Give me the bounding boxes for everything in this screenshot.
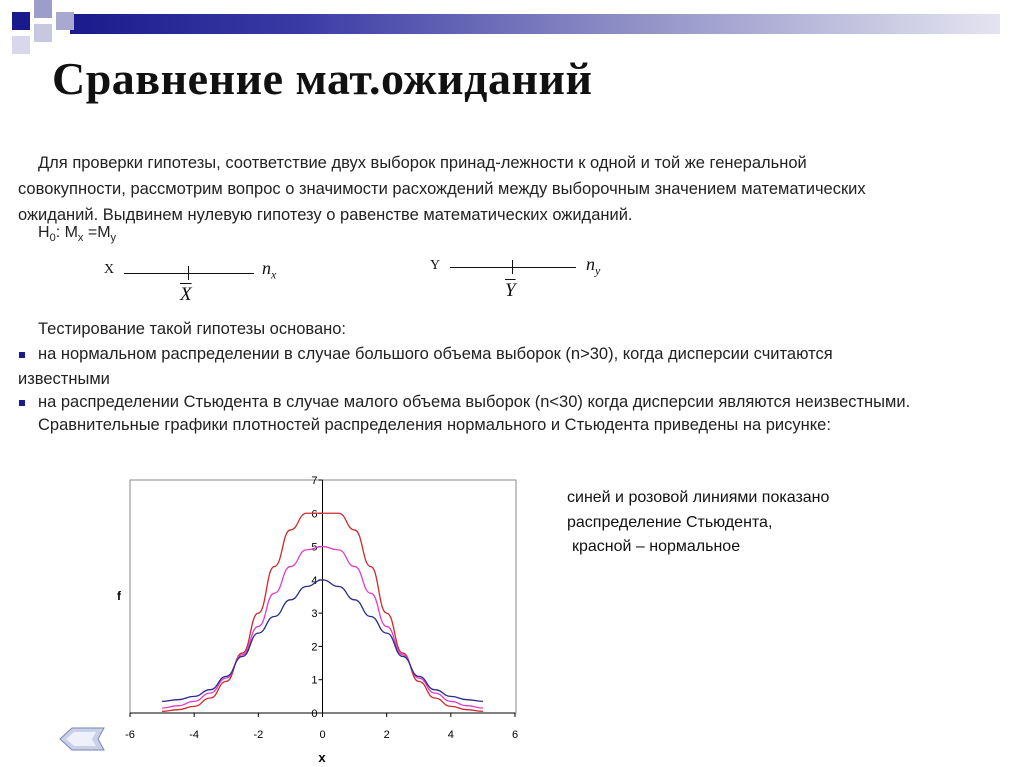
y-tick-label: 0: [311, 708, 318, 720]
testing-intro: Тестирование такой гипотезы основано:: [38, 320, 347, 338]
null-hypothesis: $H_0$: $M_x =M_y$: [38, 224, 117, 245]
slide-title: Сравнение мат.ожиданий: [52, 53, 593, 104]
sample-x-label: X: [104, 262, 115, 277]
sample-x-mean: $\overline{X}$: [180, 284, 192, 305]
caption-line-2: распределение Стьюдента,: [567, 514, 773, 531]
sample-y-size: $n_y$: [586, 254, 601, 278]
x-tick-label: -2: [253, 729, 264, 741]
y-tick-label: 1: [311, 674, 318, 687]
caption-line-3: красной – нормальное: [572, 538, 741, 555]
x-tick-label: 0: [319, 729, 326, 741]
y-tick-label: 7: [311, 475, 318, 487]
sample-y-label: Y: [430, 258, 441, 273]
x-tick-label: 6: [511, 729, 519, 741]
x-tick-label: 2: [383, 729, 390, 741]
bullet-2: на распределении Стьюдента в случае малого объема выборок (n<30) когда дисперсии являются неизвестными.: [38, 393, 911, 411]
paragraph-line-2: совокупности, рассмотрим вопрос о значимости расхождений между выборочным значением математических: [18, 180, 866, 198]
sample-x-size: $n_x$: [262, 258, 277, 282]
y-tick-label: 4: [311, 574, 318, 587]
y-tick-label: 2: [311, 641, 318, 654]
sample-y-mean: $\overline{Y}$: [505, 280, 516, 301]
paragraph-line-1: Для проверки гипотезы, соответствие двух выборок принад-лежности к одной и той же генеральной: [38, 154, 807, 172]
y-tick-label: 6: [311, 508, 318, 521]
x-axis-label: x: [318, 750, 326, 765]
x-tick-label: -6: [125, 729, 135, 741]
paragraph-line-3: ожиданий. Выдвинем нулевую гипотезу о равенстве математических ожиданий.: [18, 206, 633, 224]
bullet-1-line-1: на нормальном распределении в случае большого объема выборок (n>30), когда дисперсии считаются: [38, 345, 833, 363]
x-tick-label: 4: [447, 729, 454, 741]
bullet-1-line-2: известными: [18, 370, 110, 388]
y-axis-label: f: [117, 589, 121, 603]
caption-line-1: синей и розовой линиями показано: [567, 489, 830, 506]
arrow-left-icon[interactable]: [58, 726, 106, 752]
y-tick-label: 5: [311, 541, 318, 554]
comparison-line: Сравнительные графики плотностей распределения нормального и Стьюдента приведены на рисунке:: [38, 416, 831, 434]
y-tick-label: 3: [311, 608, 318, 621]
x-tick-label: -4: [189, 729, 200, 741]
